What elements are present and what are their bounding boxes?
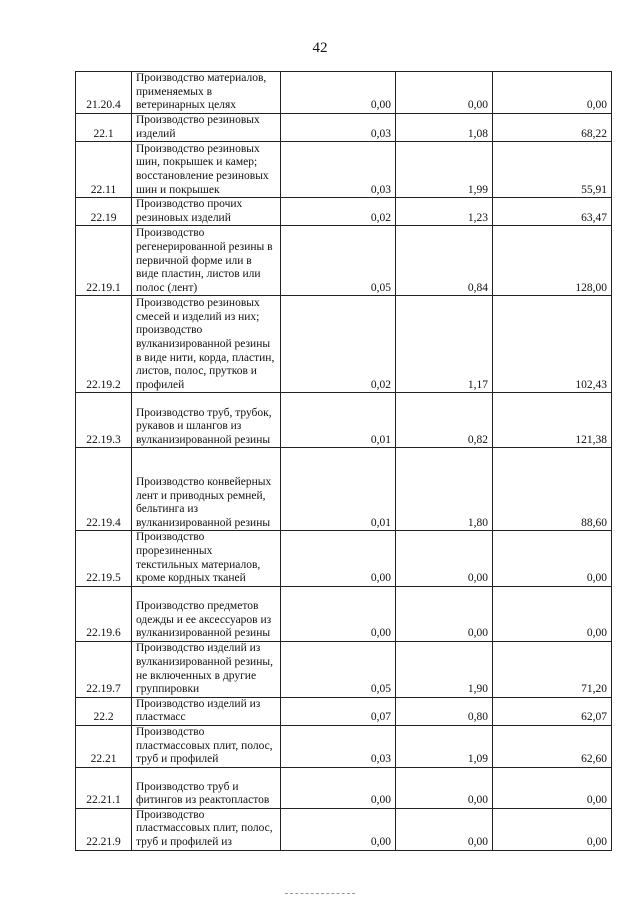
- row-code: 22.21.1: [76, 767, 132, 808]
- table-row: [76, 114, 612, 142]
- row-value-3: 0,00: [493, 72, 612, 114]
- row-value-1: 0,05: [281, 226, 396, 296]
- table-row: [76, 808, 612, 850]
- row-value-2: 1,08: [396, 114, 493, 142]
- row-name: Производство конвейерных лент и приводных ремней, бельтинга из вулканизированной резины: [132, 448, 281, 531]
- row-value-2: 1,23: [396, 198, 493, 226]
- row-code: 22.19.4: [76, 448, 132, 531]
- row-name: Производство предметов одежды и ее аксессуаров из вулканизированной резины: [132, 586, 281, 641]
- table-body: [76, 72, 612, 851]
- row-value-2: 1,80: [396, 448, 493, 531]
- row-value-1: 0,02: [281, 296, 396, 393]
- row-value-3: 55,91: [493, 142, 612, 198]
- footer-mark: [285, 893, 355, 895]
- row-value-3: 0,00: [493, 586, 612, 641]
- row-name: Производство труб и фитингов из реактопластов: [132, 767, 281, 808]
- row-name: Производство прочих резиновых изделий: [132, 198, 281, 226]
- row-value-3: 62,07: [493, 697, 612, 725]
- row-code: 22.19.7: [76, 641, 132, 697]
- row-name: Производство резиновых смесей и изделий из них; производство вулканизированной резины в виде нити, корда, пластин, листов, полос, прутков и профилей: [132, 296, 281, 393]
- row-code: 22.19.2: [76, 296, 132, 393]
- row-value-3: 128,00: [493, 226, 612, 296]
- row-value-2: 0,82: [396, 393, 493, 448]
- row-value-3: 71,20: [493, 641, 612, 697]
- row-value-3: 68,22: [493, 114, 612, 142]
- page-number: 42: [312, 40, 328, 56]
- row-value-1: 0,00: [281, 531, 396, 586]
- row-name: Производство материалов, применяемых в ветеринарных целях: [132, 72, 281, 114]
- data-table: [75, 71, 612, 851]
- table-row: [76, 697, 612, 725]
- row-code: 22.21: [76, 725, 132, 767]
- row-value-2: 1,09: [396, 725, 493, 767]
- row-name: Производство изделий из вулканизированной резины, не включенных в другие группировки: [132, 641, 281, 697]
- row-name: Производство резиновых шин, покрышек и камер; восстановление резиновых шин и покрышек: [132, 142, 281, 198]
- row-code: 22.1: [76, 114, 132, 142]
- row-value-2: 0,00: [396, 767, 493, 808]
- row-code: 22.19.5: [76, 531, 132, 586]
- row-value-3: 102,43: [493, 296, 612, 393]
- row-value-3: 0,00: [493, 531, 612, 586]
- row-value-1: 0,02: [281, 198, 396, 226]
- row-code: 22.19.1: [76, 226, 132, 296]
- row-value-1: 0,03: [281, 142, 396, 198]
- table-row: [76, 296, 612, 393]
- row-value-1: 0,03: [281, 725, 396, 767]
- row-value-3: 63,47: [493, 198, 612, 226]
- row-code: 22.2: [76, 697, 132, 725]
- table-row: [76, 72, 612, 114]
- row-name: Производство пластмассовых плит, полос, труб и профилей из: [132, 808, 281, 850]
- row-value-3: 121,38: [493, 393, 612, 448]
- row-value-2: 0,00: [396, 531, 493, 586]
- row-value-2: 1,99: [396, 142, 493, 198]
- table-row: [76, 142, 612, 198]
- table-row: [76, 641, 612, 697]
- row-code: 22.19.6: [76, 586, 132, 641]
- row-value-2: 1,90: [396, 641, 493, 697]
- row-value-2: 0,00: [396, 808, 493, 850]
- row-value-3: 62,60: [493, 725, 612, 767]
- row-code: 22.19.3: [76, 393, 132, 448]
- row-name: Производство регенерированной резины в первичной форме или в виде пластин, листов или полос (лент): [132, 226, 281, 296]
- table-row: [76, 586, 612, 641]
- row-code: 21.20.4: [76, 72, 132, 114]
- row-value-1: 0,00: [281, 72, 396, 114]
- row-value-2: 0,00: [396, 586, 493, 641]
- row-name: Производство изделий из пластмасс: [132, 697, 281, 725]
- row-value-1: 0,01: [281, 448, 396, 531]
- row-code: 22.21.9: [76, 808, 132, 850]
- table-row: [76, 226, 612, 296]
- row-value-1: 0,07: [281, 697, 396, 725]
- row-value-1: 0,05: [281, 641, 396, 697]
- row-name: Производство резиновых изделий: [132, 114, 281, 142]
- row-value-1: 0,01: [281, 393, 396, 448]
- row-code: 22.11: [76, 142, 132, 198]
- row-value-2: 0,84: [396, 226, 493, 296]
- row-value-2: 0,00: [396, 72, 493, 114]
- row-name: Производство труб, трубок, рукавов и шлангов из вулканизированной резины: [132, 393, 281, 448]
- row-value-1: 0,00: [281, 586, 396, 641]
- row-code: 22.19: [76, 198, 132, 226]
- table-row: [76, 448, 612, 531]
- row-value-2: 1,17: [396, 296, 493, 393]
- table-row: [76, 767, 612, 808]
- row-value-3: 0,00: [493, 767, 612, 808]
- row-name: Производство прорезиненных текстильных материалов, кроме кордных тканей: [132, 531, 281, 586]
- row-value-1: 0,00: [281, 808, 396, 850]
- table-row: [76, 531, 612, 586]
- row-value-2: 0,80: [396, 697, 493, 725]
- table-row: [76, 393, 612, 448]
- table-row: [76, 725, 612, 767]
- table-row: [76, 198, 612, 226]
- row-value-1: 0,03: [281, 114, 396, 142]
- row-value-3: 0,00: [493, 808, 612, 850]
- row-value-1: 0,00: [281, 767, 396, 808]
- row-name: Производство пластмассовых плит, полос, труб и профилей: [132, 725, 281, 767]
- row-value-3: 88,60: [493, 448, 612, 531]
